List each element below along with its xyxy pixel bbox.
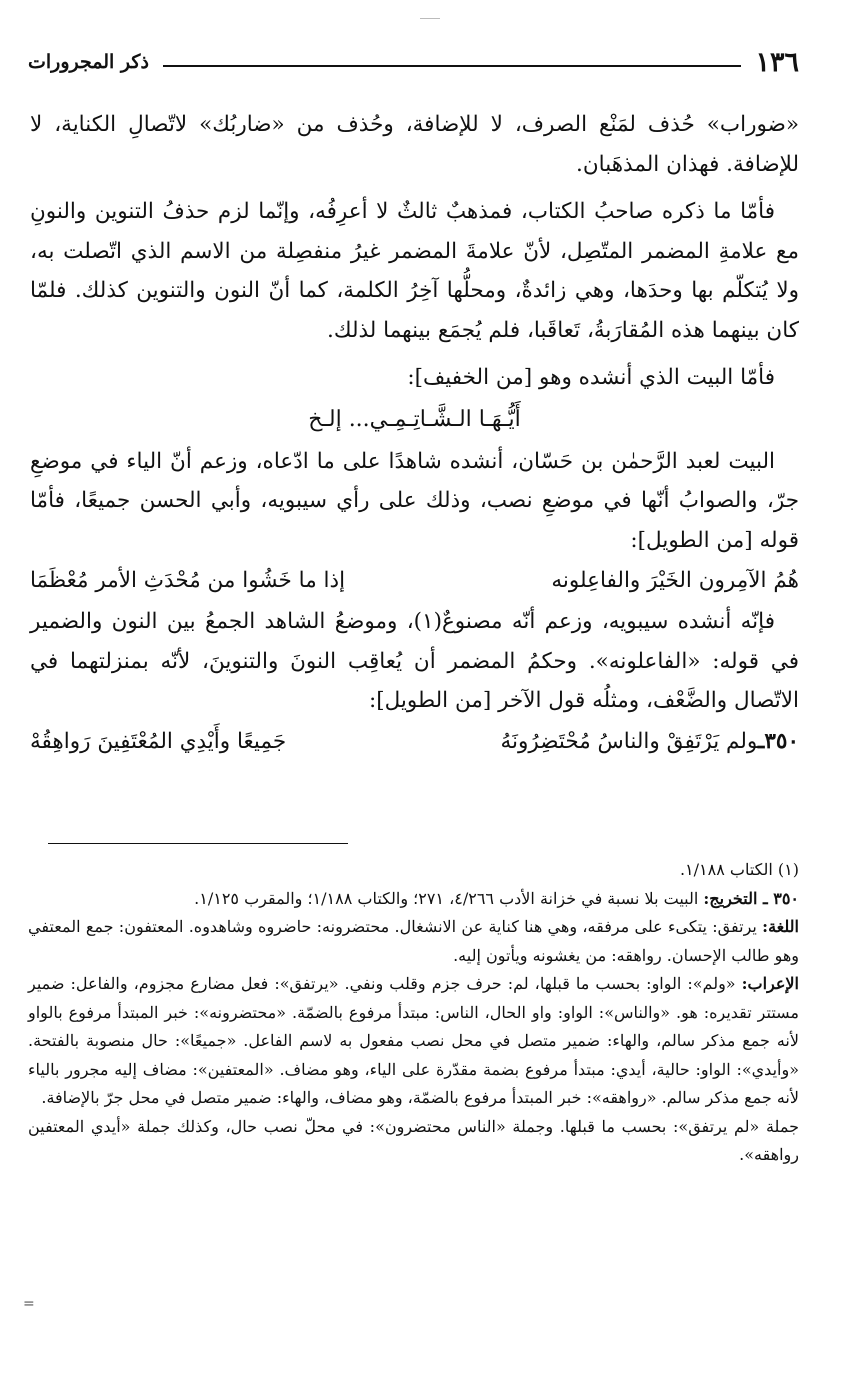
lugha-text: يرتفق: يتكىء على مرفقه، وهي هنا كناية عن الانشغال. محتضرونه: حاضروه وشاهدوه. المعتفون: جمع المعتفي وهو طالب الإحسان. رواهقه: من يغشونه ويأتون إليه. (28, 917, 799, 965)
page-header (28, 42, 799, 82)
takhrij-label: ٣٥٠ ـ التخريج: (703, 888, 799, 908)
verse-2-first-hemistich: هُمُ الآمِرون الخَيْرَ والفاعِلونه (551, 568, 799, 593)
verse-3-first-text: ولم يَرْتَفِقْ والناسُ مُحْتَضِرُونَهُ (500, 728, 759, 754)
running-title: ذكر المجرورات (28, 51, 149, 73)
footnote-jumla: جملة «لم يرتفق»: بحسب ما قبلها. وجملة «الناس محتضرون»: في محلّ نصب حال، وكذلك جملة «أيدي المعتفين رواهقه». (28, 1116, 799, 1164)
verse-2-second-hemistich: إذا ما خَشُوا من مُحْدَثِ الأمر مُعْظَمَا (30, 568, 346, 593)
paragraph-2: فأمّا ما ذكره صاحبُ الكتاب، فمذهبٌ ثالثٌ لا أعرِفُه، وإنّما لزم حذفُ التنوين والنونِ مع علامةِ المضمر المتّصِل، لأنّ علامةَ المضمر غيرُ منفصِلة من الاسم الذي اتّصلت به، ولا يُتكلّم بها وحدَها، وهي زائدةٌ، ومحلُّها آخِرُ الكلمة، كما أنّ النون والتنوين كذلك. فلمّا كان بينهما هذه المُقارَبةُ، تَعاقَبا، فلم يُجمَع بينهما لذلك. (30, 199, 799, 343)
verse-3-first-hemistich (500, 721, 799, 763)
margin-mark: = (23, 1296, 35, 1312)
verse-1: أَيُّـهَـا الـشَّـاتِـمِـي... إلـخ (308, 406, 521, 432)
page-number: ١٣٦ (755, 46, 799, 78)
paragraph-5: فإنّه أنشده سيبويه، وزعم أنّه مصنوعٌ(١)، وموضعُ الشاهد الجمعُ بين النون والضمير في قوله: «الفاعلونه». وحكمُ المضمر أن يُعاقِب النونَ والتنوينَ، لأنّه بمنزلتهما في الاتّصال والضَّعْف، ومثلُه قول الآخر [من الطويل]: (30, 609, 799, 713)
footnote-1: (١) الكتاب ١/١٨٨. (679, 860, 799, 879)
verse-number: ٣٥٠ـ (758, 728, 799, 754)
footnote-irab (28, 970, 799, 1113)
takhrij-text: البيت بلا نسبة في خزانة الأدب ٤/٢٦٦، ٢٧١؛ والكتاب ١/١٨٨؛ والمقرب ١/١٢٥. (194, 888, 699, 908)
verse-3 (30, 721, 799, 763)
paragraph-3: فأمّا البيت الذي أنشده وهو [من الخفيف]: (407, 365, 775, 390)
irab-label: الإعراب: (741, 974, 799, 993)
verse-3-second-hemistich: جَمِيعًا وأَيْدِي المُعْتَفِينَ رَواهِقُهْ (30, 728, 287, 754)
paragraph-4: البيت لعبد الرَّحمٰن بن حَسّان، أنشده شاهدًا على ما ادّعاه، وزعم أنّ الياء في موضعِ جرّ، والصوابُ أنّها في موضعِ نصب، وذلك على رأي سيبويه، وأبي الحسن جميعًا، فأمّا قوله [من الطويل]: (30, 448, 799, 553)
footnotes (28, 856, 799, 1170)
main-text (30, 105, 799, 763)
footnote-rule (48, 843, 348, 844)
top-ornament (420, 18, 440, 19)
lugha-label: اللغة: (762, 917, 799, 936)
footnote-lugha (28, 913, 799, 970)
verse-2 (30, 560, 799, 602)
header-rule (163, 65, 742, 67)
paragraph-1: «ضوراب» حُذف لمَنْع الصرف، لا للإضافة، وحُذف من «ضاربُك» لاتّصالِ الكناية، لا للإضافة. فهذان المذهَبان. (30, 112, 799, 177)
irab-text: «ولم»: الواو: بحسب ما قبلها، لم: حرف جزم وقلب ونفي. «يرتفق»: فعل مضارع مجزوم، والفاعل: ضمير مستتر تقديره: هو. «والناس»: الواو: واو الحال، الناس: مبتدأ مرفوع بالضمّة. «محتضرونه»: خبر المبتدأ مرفوع بالواو لأنه جمع مذكر سالم، والهاء: ضمير متصل في محل نصب مفعول به لاسم الفاعل. «جميعًا»: حال منصوبة بالفتحة. «وأيدي»: الواو: حالية، أيدي: مبتدأ مرفوع بضمة مقدّرة على الياء، وهو مضاف. «المعتفين»: مضاف إليه مجرور بالياء لأنه جمع مذكر سالم. «رواهقه»: خبر المبتدأ مرفوع بالضمّة، وهو مضاف، والهاء: ضمير متصل في محل جرّ بالإضافة. (28, 974, 800, 1107)
footnote-takhrij (28, 885, 799, 914)
